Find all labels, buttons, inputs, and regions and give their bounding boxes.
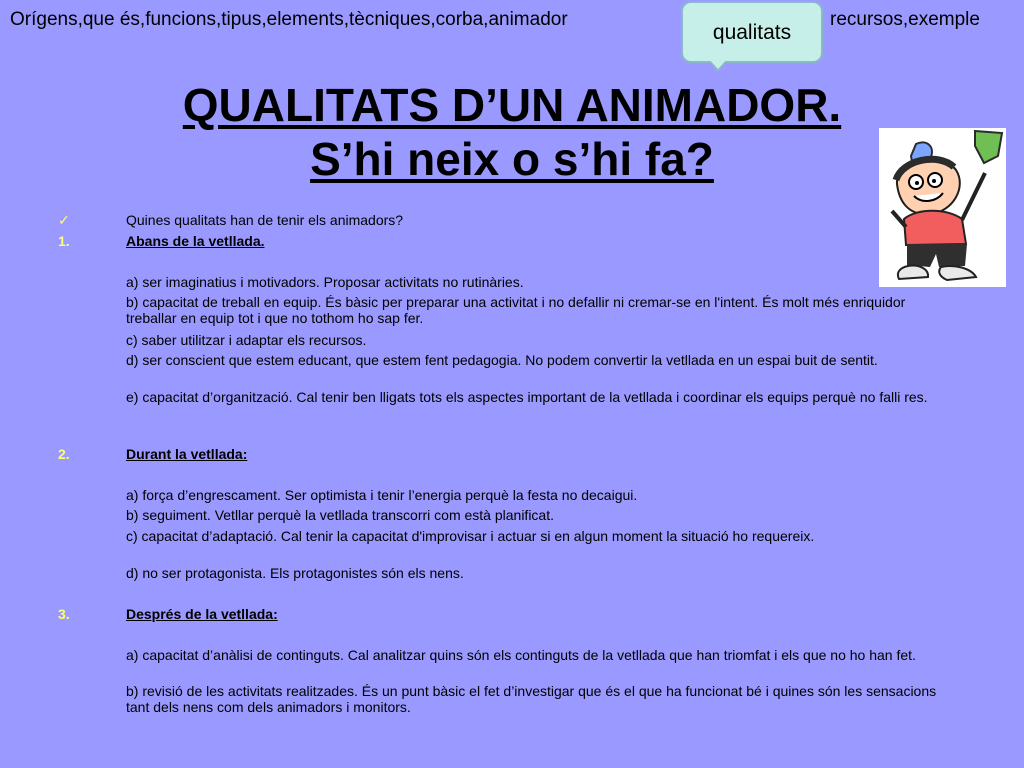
item-text: c) saber utilitzar i adaptar els recursos. (126, 332, 367, 348)
title-line-2: S’hi neix o s’hi fa? (310, 133, 714, 185)
nav-topics-link[interactable]: Orígens,que és,funcions,tipus,elements,tècniques,corba,animador (10, 9, 568, 30)
item-text: b) capacitat de treball en equip. És bàsic per preparar una activitat i no defallir ni cremar-se en l'intent. És molt més enriquidor treballar en equip tot i que no tothom ho sap fer. (126, 294, 906, 326)
section-number: 1. (58, 233, 70, 249)
nav-resources-link[interactable]: recursos,exemple (830, 9, 980, 30)
item-text: a) capacitat d’anàlisi de continguts. Cal analitzar quins són els continguts de la vetllada que han triomfat i els que no ho han fet. (126, 647, 916, 663)
item-text: a) força d’engrescament. Ser optimista i tenir l’energia perquè la festa no decaigui. (126, 487, 638, 503)
item-text: c) capacitat d’adaptació. Cal tenir la capacitat d'improvisar i actuar si en algun moment la situació ho requereix. (126, 528, 815, 544)
section-heading: Després de la vetllada: (126, 606, 278, 622)
title-line-1: QUALITATS D’UN ANIMADOR. (182, 79, 842, 131)
animator-clipart (879, 128, 1006, 287)
item-text: e) capacitat d’organització. Cal tenir ben lligats tots els aspectes important de la vetllada i coordinar els equips perquè no falli res. (126, 389, 928, 405)
callout-tail-fill (708, 58, 728, 69)
item-text: d) ser conscient que estem educant, que estem fent pedagogia. No podem convertir la vetllada en un espai buit de sentit. (126, 352, 878, 368)
checkmark-icon: ✓ (58, 212, 70, 228)
intro-text: Quines qualitats han de tenir els animadors? (126, 212, 404, 228)
section-heading: Abans de la vetllada. (126, 233, 265, 249)
item-text: b) seguiment. Vetllar perquè la vetllada transcorri com està planificat. (126, 507, 554, 523)
section-number: 2. (58, 446, 70, 462)
item-text: a) ser imaginatius i motivadors. Proposar activitats no rutinàries. (126, 274, 524, 290)
item-text: d) no ser protagonista. Els protagonistes són els nens. (126, 565, 464, 581)
top-navigation (0, 0, 1024, 40)
section-heading: Durant la vetllada: (126, 446, 248, 462)
section-number: 3. (58, 606, 70, 622)
current-topic-callout[interactable]: qualitats (681, 1, 823, 63)
slide-title (0, 78, 1024, 186)
item-text: b) revisió de les activitats realitzades. És un punt bàsic el fet d’investigar que és el que ha funcionat bé i quines són les sensacions tant dels nens com dels animadors i monitors. (126, 683, 937, 715)
